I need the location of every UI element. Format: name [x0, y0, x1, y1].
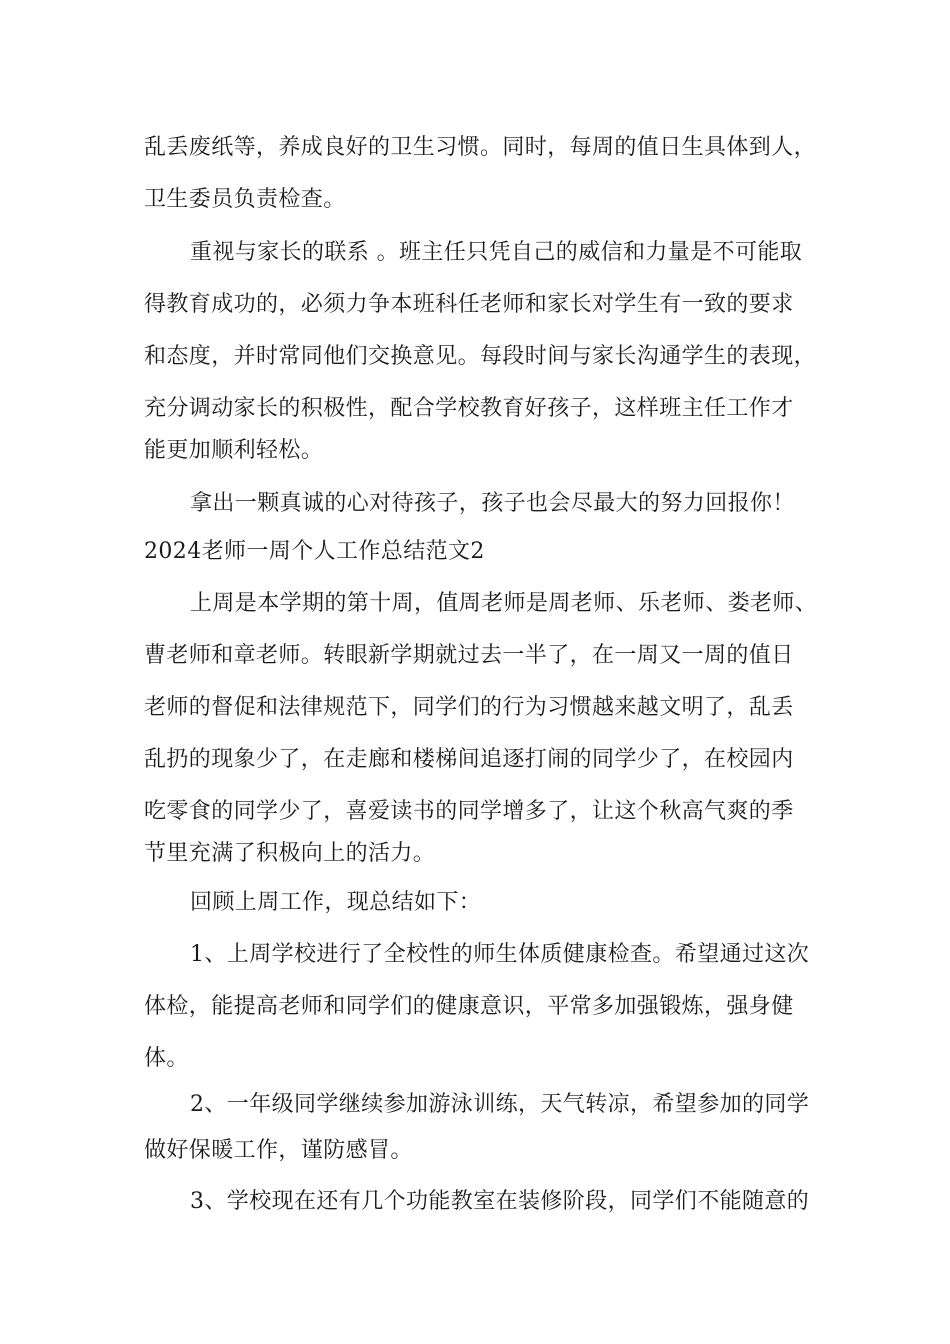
text-line: 老师的督促和法律规范下，同学们的行为习惯越来越文明了，乱丢 — [144, 695, 794, 720]
text-line: 体检，能提高老师和同学们的健康意识，平常多加强锻炼，强身健 — [144, 994, 794, 1019]
text-line: 能更加顺利轻松。 — [144, 438, 324, 463]
text-line: 体。 — [144, 1046, 189, 1071]
list-item-line: 2、一年级同学继续参加游泳训练，天气转凉，希望参加的同学 — [190, 1092, 810, 1117]
list-item-line: 3、学校现在还有几个功能教室在装修阶段，同学们不能随意的 — [190, 1189, 810, 1214]
text-line: 曹老师和章老师。转眼新学期就过去一半了，在一周又一周的值日 — [144, 643, 794, 668]
list-item-line: 1、上周学校进行了全校性的师生体质健康检查。希望通过这次 — [190, 942, 810, 967]
text-line: 乱扔的现象少了，在走廊和楼梯间追逐打闹的同学少了，在校园内 — [144, 747, 794, 772]
text-line: 卫生委员负责检查。 — [144, 187, 346, 212]
section-heading: 2024老师一周个人工作总结范文2 — [144, 539, 485, 564]
text-line: 做好保暖工作，谨防感冒。 — [144, 1138, 413, 1163]
paragraph-start-line: 上周是本学期的第十周，值周老师是周老师、乐老师、娄老师、 — [190, 591, 818, 616]
paragraph-start-line: 拿出一颗真诚的心对待孩子，孩子也会尽最大的努力回报你！ — [190, 491, 795, 516]
text-line: 乱丢废纸等，养成良好的卫生习惯。同时，每周的值日生具体到人， — [144, 135, 817, 160]
text-line: 节里充满了积极向上的活力。 — [144, 841, 436, 866]
paragraph-start-line: 重视与家长的联系 。班主任只凭自己的威信和力量是不可能取 — [190, 240, 803, 265]
text-line: 吃零食的同学少了，喜爱读书的同学增多了，让这个秋高气爽的季 — [144, 799, 794, 824]
text-line: 和态度，并时常同他们交换意见。每段时间与家长沟通学生的表现， — [144, 344, 817, 369]
paragraph-start-line: 回顾上周工作，现总结如下： — [190, 890, 482, 915]
text-line: 得教育成功的，必须力争本班科任老师和家长对学生有一致的要求 — [144, 292, 794, 317]
text-line: 充分调动家长的积极性，配合学校教育好孩子，这样班主任工作才 — [144, 396, 794, 421]
